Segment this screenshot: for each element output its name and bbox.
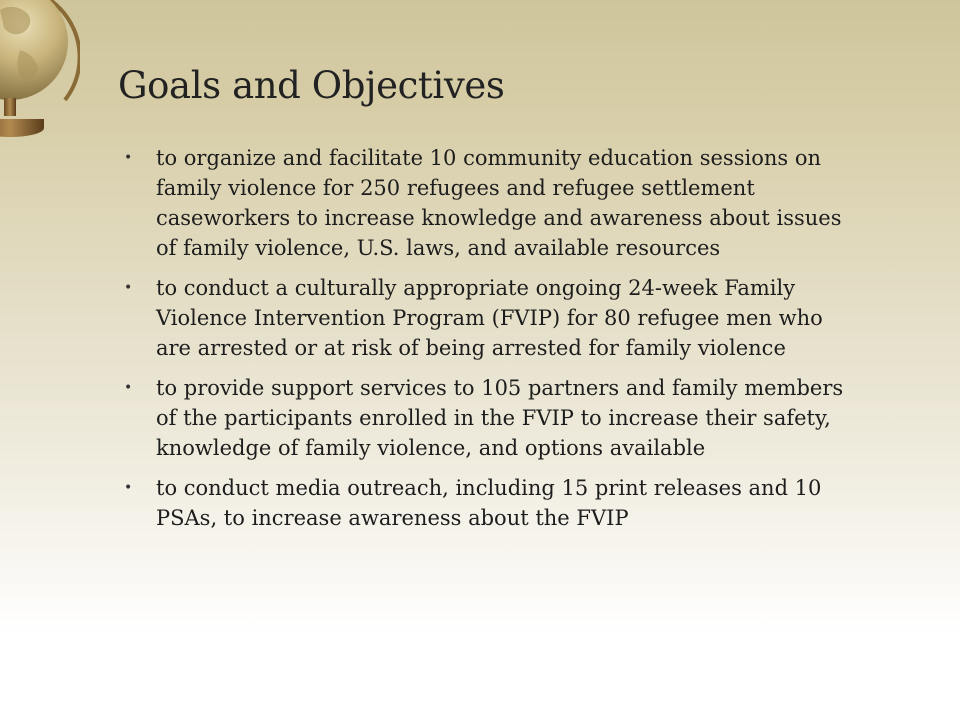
objective-item-fvip-program: [120, 273, 860, 363]
bullet-icon: •: [124, 150, 133, 166]
objective-text: to provide support services to 105 partners and family members of the participants enrolled in the FVIP to increase their safety, knowledge of family violence, and options available: [156, 376, 844, 460]
objective-item-community-education: [120, 143, 860, 263]
objective-item-support-services: [120, 373, 860, 463]
globe-icon: [0, 0, 80, 155]
objective-text: to conduct media outreach, including 15 print releases and 10 PSAs, to increase awareness about the FVIP: [156, 476, 822, 530]
bullet-icon: •: [124, 480, 133, 496]
objective-text: to conduct a culturally appropriate ongoing 24-week Family Violence Intervention Program (FVIP) for 80 refugee men who are arrested or at risk of being arrested for family violence: [156, 276, 823, 360]
slide-title: Goals and Objectives: [118, 64, 505, 107]
objective-text: to organize and facilitate 10 community education sessions on family violence for 250 refugees and refugee settlement caseworkers to increase knowledge and awareness about issues of family violence, U.S. laws, and available resources: [156, 146, 842, 260]
objectives-list: [120, 143, 860, 543]
bullet-icon: •: [124, 380, 133, 396]
bullet-icon: •: [124, 280, 133, 296]
objective-item-media-outreach: [120, 473, 860, 533]
